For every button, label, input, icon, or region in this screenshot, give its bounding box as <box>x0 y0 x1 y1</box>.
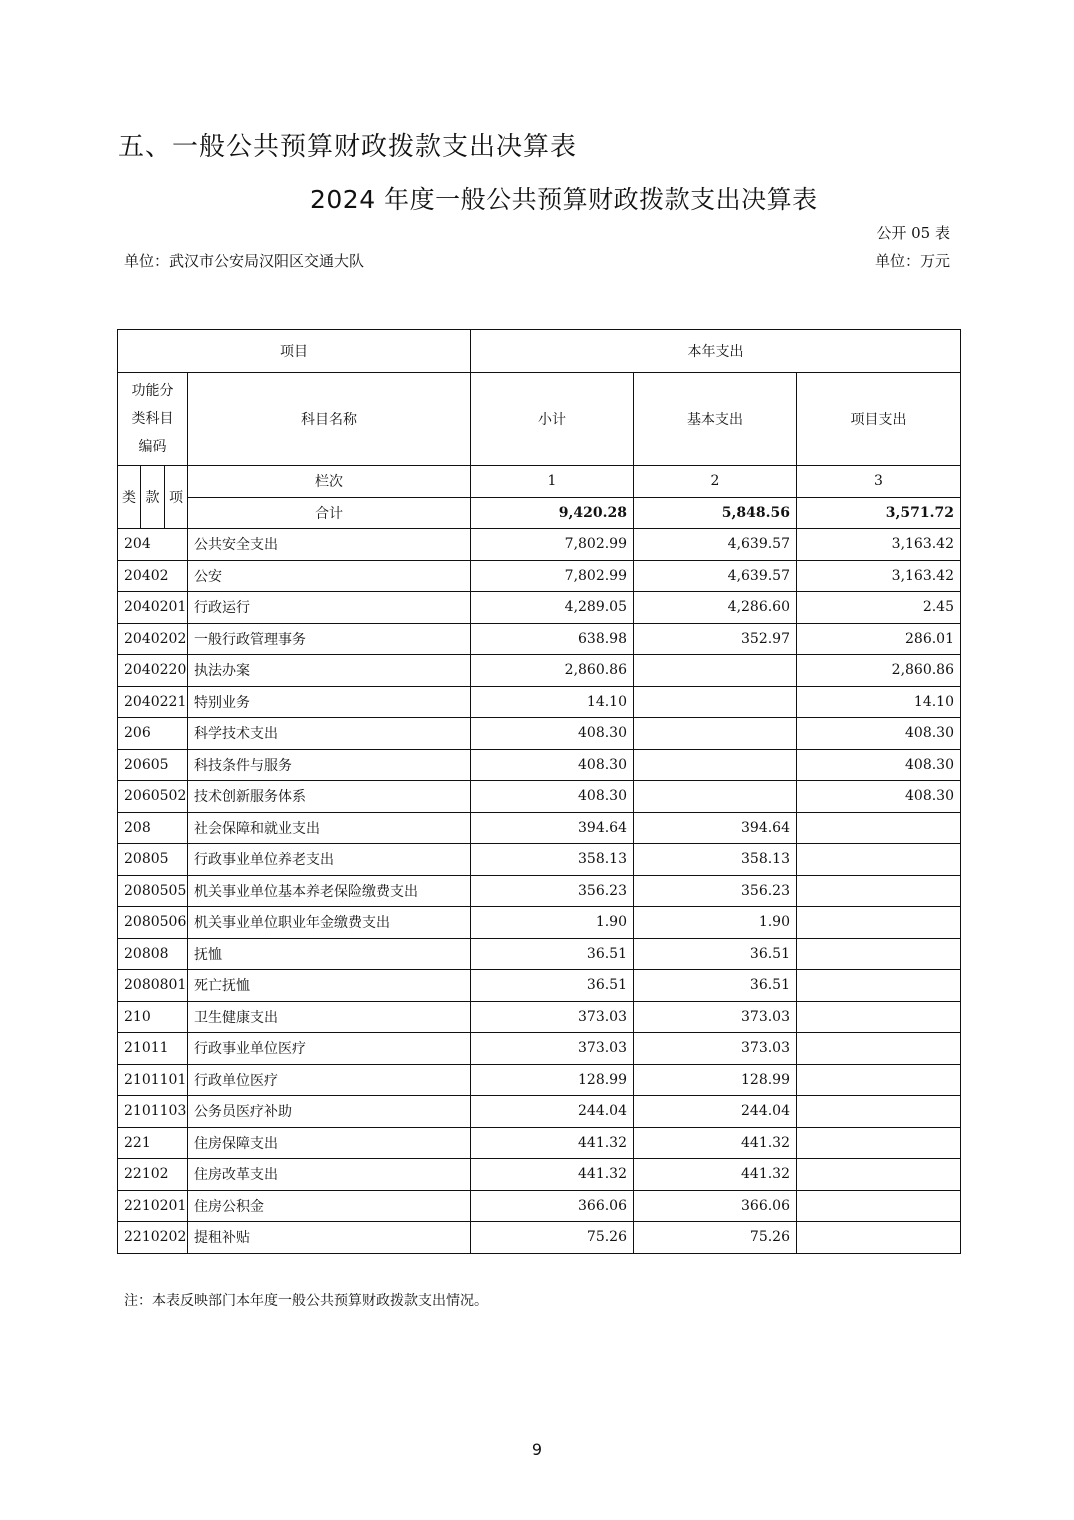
row-code: 2210202 <box>118 1222 188 1254</box>
row-subtotal: 75.26 <box>471 1222 634 1254</box>
row-code: 2040202 <box>118 623 188 655</box>
row-subject-name: 公安 <box>188 560 471 592</box>
row-project: 14.10 <box>797 686 961 718</box>
table-row <box>118 812 961 844</box>
row-subtotal: 14.10 <box>471 686 634 718</box>
row-project <box>797 812 961 844</box>
table-row <box>118 686 961 718</box>
row-subject-name: 机关事业单位职业年金缴费支出 <box>188 907 471 939</box>
unit-organization: 单位：武汉市公安局汉阳区交通大队 <box>124 252 365 270</box>
row-subtotal: 128.99 <box>471 1064 634 1096</box>
row-subject-name: 特别业务 <box>188 686 471 718</box>
total-basic: 5,848.56 <box>634 497 797 529</box>
row-basic: 373.03 <box>634 1033 797 1065</box>
row-subject-name: 抚恤 <box>188 938 471 970</box>
row-subtotal: 394.64 <box>471 812 634 844</box>
row-basic: 441.32 <box>634 1127 797 1159</box>
header-project: 项目 <box>118 330 471 373</box>
table-row <box>118 623 961 655</box>
row-code: 2080801 <box>118 970 188 1002</box>
row-basic: 128.99 <box>634 1064 797 1096</box>
row-basic: 1.90 <box>634 907 797 939</box>
row-project <box>797 1159 961 1191</box>
row-project: 408.30 <box>797 718 961 750</box>
expense-table <box>117 329 961 1254</box>
column-number-2: 2 <box>634 466 797 498</box>
row-subtotal: 358.13 <box>471 844 634 876</box>
column-number-label: 栏次 <box>188 466 471 498</box>
row-subject-name: 提租补贴 <box>188 1222 471 1254</box>
table-row <box>118 1222 961 1254</box>
row-project: 408.30 <box>797 749 961 781</box>
row-subject-name: 卫生健康支出 <box>188 1001 471 1033</box>
row-subject-name: 行政事业单位医疗 <box>188 1033 471 1065</box>
unit-currency: 单位：万元 <box>874 252 950 270</box>
row-project: 2.45 <box>797 592 961 624</box>
row-subject-name: 死亡抚恤 <box>188 970 471 1002</box>
row-subtotal: 373.03 <box>471 1001 634 1033</box>
row-subtotal: 36.51 <box>471 970 634 1002</box>
table-row <box>118 970 961 1002</box>
row-subject-name: 技术创新服务体系 <box>188 781 471 813</box>
page-number: 9 <box>531 1440 543 1459</box>
row-subject-name: 行政运行 <box>188 592 471 624</box>
row-project: 3,163.42 <box>797 529 961 561</box>
header-project-expense: 项目支出 <box>797 373 961 466</box>
row-project <box>797 1033 961 1065</box>
row-project: 3,163.42 <box>797 560 961 592</box>
row-subject-name: 执法办案 <box>188 655 471 687</box>
header-basic: 基本支出 <box>634 373 797 466</box>
table-row <box>118 655 961 687</box>
row-code: 20808 <box>118 938 188 970</box>
row-code: 20402 <box>118 560 188 592</box>
row-basic: 75.26 <box>634 1222 797 1254</box>
row-subtotal: 638.98 <box>471 623 634 655</box>
column-number-row <box>118 466 961 498</box>
row-subtotal: 36.51 <box>471 938 634 970</box>
table-row <box>118 529 961 561</box>
row-project <box>797 938 961 970</box>
row-basic: 36.51 <box>634 970 797 1002</box>
row-project <box>797 1222 961 1254</box>
row-code: 2040201 <box>118 592 188 624</box>
row-subject-name: 公务员医疗补助 <box>188 1096 471 1128</box>
total-label: 合计 <box>188 497 471 529</box>
row-subject-name: 住房公积金 <box>188 1190 471 1222</box>
row-code: 2080505 <box>118 875 188 907</box>
table-note: 注：本表反映部门本年度一般公共预算财政拨款支出情况。 <box>124 1293 488 1309</box>
row-project <box>797 970 961 1002</box>
row-basic: 373.03 <box>634 1001 797 1033</box>
row-project <box>797 1190 961 1222</box>
row-basic: 358.13 <box>634 844 797 876</box>
row-basic <box>634 718 797 750</box>
row-subtotal: 4,289.05 <box>471 592 634 624</box>
total-project: 3,571.72 <box>797 497 961 529</box>
row-subtotal: 2,860.86 <box>471 655 634 687</box>
row-subtotal: 1.90 <box>471 907 634 939</box>
section-title: 五、一般公共预算财政拨款支出决算表 <box>118 132 578 162</box>
row-code: 2080506 <box>118 907 188 939</box>
header-lei: 类 <box>118 466 141 529</box>
row-subject-name: 一般行政管理事务 <box>188 623 471 655</box>
row-subject-name: 机关事业单位基本养老保险缴费支出 <box>188 875 471 907</box>
row-basic: 4,286.60 <box>634 592 797 624</box>
row-basic: 244.04 <box>634 1096 797 1128</box>
table-row <box>118 1001 961 1033</box>
table-row <box>118 592 961 624</box>
table-row <box>118 781 961 813</box>
row-basic <box>634 686 797 718</box>
row-code: 2060502 <box>118 781 188 813</box>
row-code: 2040221 <box>118 686 188 718</box>
table-row <box>118 938 961 970</box>
row-subtotal: 356.23 <box>471 875 634 907</box>
table-row <box>118 718 961 750</box>
table-row <box>118 875 961 907</box>
column-number-1: 1 <box>471 466 634 498</box>
total-subtotal: 9,420.28 <box>471 497 634 529</box>
form-number: 公开 05 表 <box>876 224 950 242</box>
table-row <box>118 1033 961 1065</box>
table-row <box>118 844 961 876</box>
header-func-code-line: 类科目 <box>131 411 174 427</box>
row-project: 408.30 <box>797 781 961 813</box>
row-basic: 441.32 <box>634 1159 797 1191</box>
row-subtotal: 373.03 <box>471 1033 634 1065</box>
total-row <box>118 497 961 529</box>
table-row <box>118 907 961 939</box>
row-subject-name: 公共安全支出 <box>188 529 471 561</box>
row-basic: 36.51 <box>634 938 797 970</box>
row-code: 20805 <box>118 844 188 876</box>
row-subtotal: 408.30 <box>471 749 634 781</box>
row-project <box>797 875 961 907</box>
row-subject-name: 科学技术支出 <box>188 718 471 750</box>
header-current-year-expense: 本年支出 <box>471 330 961 373</box>
header-row-2 <box>118 373 961 466</box>
row-code: 22102 <box>118 1159 188 1191</box>
row-basic: 4,639.57 <box>634 560 797 592</box>
row-code: 221 <box>118 1127 188 1159</box>
row-code: 21011 <box>118 1033 188 1065</box>
header-kuan: 款 <box>141 466 165 529</box>
row-subject-name: 科技条件与服务 <box>188 749 471 781</box>
row-basic: 394.64 <box>634 812 797 844</box>
row-project: 286.01 <box>797 623 961 655</box>
header-subject-name: 科目名称 <box>188 373 471 466</box>
row-code: 2040220 <box>118 655 188 687</box>
row-basic <box>634 655 797 687</box>
row-subject-name: 社会保障和就业支出 <box>188 812 471 844</box>
table-row <box>118 749 961 781</box>
table-row <box>118 1159 961 1191</box>
row-code: 2210201 <box>118 1190 188 1222</box>
table-row <box>118 1127 961 1159</box>
row-basic: 356.23 <box>634 875 797 907</box>
row-code: 204 <box>118 529 188 561</box>
row-code: 210 <box>118 1001 188 1033</box>
row-subtotal: 441.32 <box>471 1127 634 1159</box>
row-subtotal: 408.30 <box>471 718 634 750</box>
table-row <box>118 560 961 592</box>
header-xiang: 项 <box>165 466 188 529</box>
table-row <box>118 1190 961 1222</box>
row-subtotal: 366.06 <box>471 1190 634 1222</box>
row-basic: 4,639.57 <box>634 529 797 561</box>
row-subtotal: 244.04 <box>471 1096 634 1128</box>
row-subtotal: 7,802.99 <box>471 560 634 592</box>
row-basic: 366.06 <box>634 1190 797 1222</box>
header-func-code-line: 功能分 <box>131 383 174 399</box>
row-code: 206 <box>118 718 188 750</box>
table-title: 2024 年度一般公共预算财政拨款支出决算表 <box>310 185 818 214</box>
row-subject-name: 住房保障支出 <box>188 1127 471 1159</box>
row-basic <box>634 749 797 781</box>
row-subtotal: 7,802.99 <box>471 529 634 561</box>
row-project <box>797 907 961 939</box>
header-func-code-line: 编码 <box>138 439 167 455</box>
row-subtotal: 408.30 <box>471 781 634 813</box>
header-row-1 <box>118 330 961 373</box>
row-subtotal: 441.32 <box>471 1159 634 1191</box>
row-basic: 352.97 <box>634 623 797 655</box>
row-subject-name: 行政事业单位养老支出 <box>188 844 471 876</box>
row-project: 2,860.86 <box>797 655 961 687</box>
column-number-3: 3 <box>797 466 961 498</box>
row-basic <box>634 781 797 813</box>
row-project <box>797 1096 961 1128</box>
header-subtotal: 小计 <box>471 373 634 466</box>
row-project <box>797 844 961 876</box>
row-code: 2101103 <box>118 1096 188 1128</box>
row-subject-name: 住房改革支出 <box>188 1159 471 1191</box>
header-func-code <box>118 373 188 466</box>
row-code: 20605 <box>118 749 188 781</box>
row-code: 208 <box>118 812 188 844</box>
row-project <box>797 1001 961 1033</box>
row-project <box>797 1064 961 1096</box>
row-project <box>797 1127 961 1159</box>
row-code: 2101101 <box>118 1064 188 1096</box>
row-subject-name: 行政单位医疗 <box>188 1064 471 1096</box>
table-row <box>118 1064 961 1096</box>
table-row <box>118 1096 961 1128</box>
